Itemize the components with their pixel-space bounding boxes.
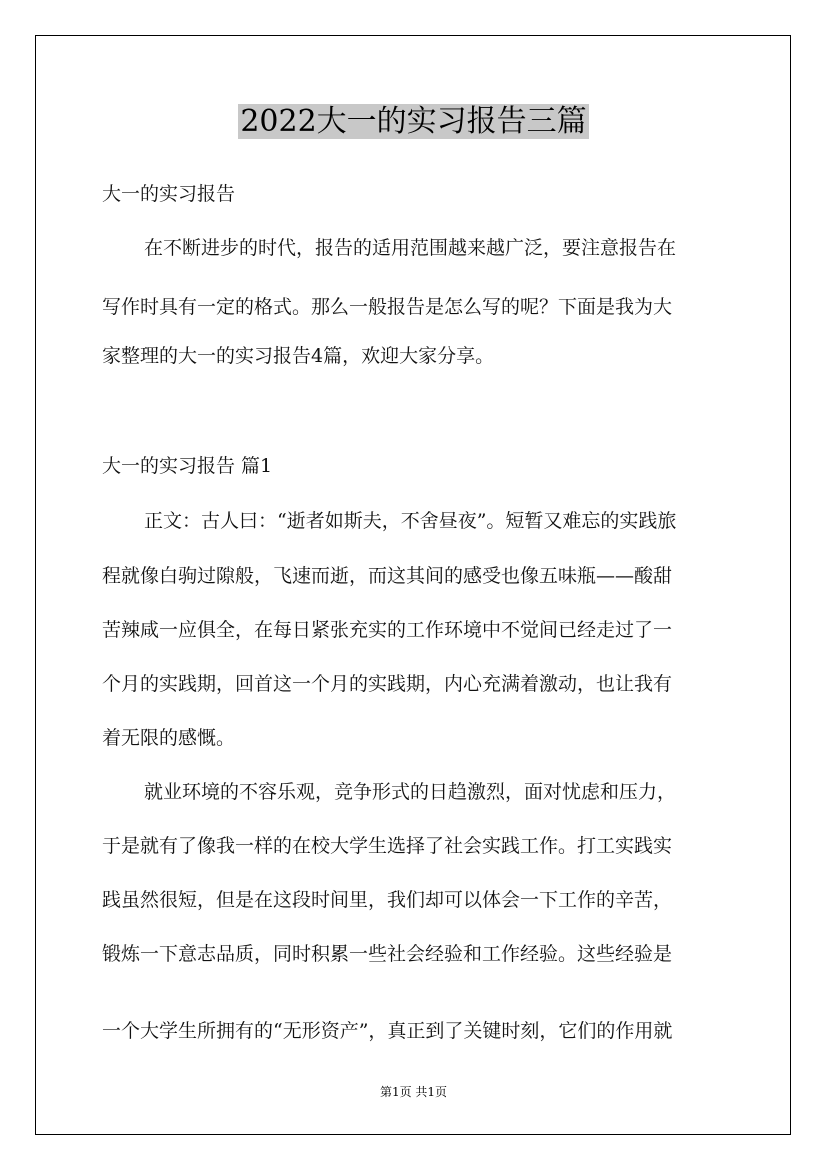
- section-heading-1: 大一的实习报告: [102, 183, 236, 205]
- para1-line-1: 正文：古人曰：“逝者如斯夫，不舍昼夜”。短暂又难忘的实践旅: [144, 510, 677, 532]
- section-heading-2: 大一的实习报告 篇1: [102, 455, 273, 477]
- document-title-row: [0, 101, 827, 143]
- intro-line-3: 家整理的大一的实习报告4篇，欢迎大家分享。: [102, 345, 495, 367]
- page-footer: 第1页 共1页: [379, 1085, 448, 1099]
- para2-line-2: 于是就有了像我一样的在校大学生选择了社会实践工作。打工实践实: [102, 835, 673, 857]
- para2-line-5: 一个大学生所拥有的“无形资产”，真正到了关键时刻，它们的作用就: [102, 1020, 673, 1042]
- para1-line-4: 个月的实践期，回首这一个月的实践期，内心充满着激动，也让我有: [102, 673, 673, 695]
- para1-line-5: 着无限的感慨。: [102, 727, 236, 749]
- para1-line-3: 苦辣咸一应俱全，在每日紧张充实的工作环境中不觉间已经走过了一: [102, 619, 673, 641]
- intro-line-1: 在不断进步的时代，报告的适用范围越来越广泛，要注意报告在: [144, 237, 677, 259]
- para2-line-3: 践虽然很短，但是在这段时间里，我们却可以体会一下工作的辛苦，: [102, 889, 673, 911]
- intro-line-2: 写作时具有一定的格式。那么一般报告是怎么写的呢？下面是我为大: [102, 296, 673, 318]
- para2-line-1: 就业环境的不容乐观，竞争形式的日趋激烈，面对忧虑和压力，: [144, 781, 677, 803]
- para1-line-2: 程就像白驹过隙般，飞速而逝，而这其间的感受也像五味瓶——酸甜: [102, 565, 673, 587]
- document-title: 2022大一的实习报告三篇: [240, 104, 587, 139]
- para2-line-4: 锻炼一下意志品质，同时积累一些社会经验和工作经验。这些经验是: [102, 943, 673, 965]
